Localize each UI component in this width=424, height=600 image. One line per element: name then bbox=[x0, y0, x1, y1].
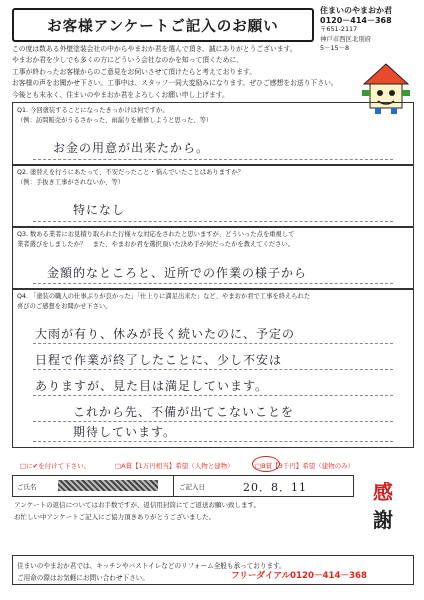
name-date-box bbox=[12, 475, 354, 497]
answer-4-line: 日程で作業が終了したことに、少し不安は bbox=[35, 353, 283, 367]
company-phone: 0120－414－368 bbox=[320, 15, 392, 25]
thanks-stamp bbox=[355, 478, 411, 534]
question-3-text bbox=[17, 230, 294, 250]
thanks-char-2: 謝 bbox=[373, 508, 393, 532]
question-1-text bbox=[17, 106, 212, 126]
contact-note: ご用命の際はお気軽にお問い合わせ下さい。 bbox=[17, 574, 149, 582]
company-address-2: 5－15－8 bbox=[320, 44, 350, 53]
answer-line bbox=[33, 369, 393, 370]
bottom-info-box bbox=[12, 555, 414, 585]
name-label: ご氏名 bbox=[17, 483, 37, 491]
question-2-box bbox=[12, 164, 414, 228]
return-note: アンケートの返信についてはお手数ですが、返信用封筒にてご返送お願い致します。 bbox=[14, 501, 260, 509]
answer-4-line: 期待しています。 bbox=[73, 425, 177, 439]
question-3-box bbox=[12, 226, 414, 290]
divider bbox=[173, 476, 174, 496]
question-2-example: （例：手抜き工事がされないか、等） bbox=[17, 179, 125, 186]
question-4-example: 喜びのご感想をお聞かせ下さい。 bbox=[17, 303, 112, 310]
date-value: 20．8．11 bbox=[243, 481, 307, 494]
question-4-title: Q4. 「塗装の職人の仕事ぶりが良かった」「仕上りに満足出来た」など、やまおか君で工事を終えられた bbox=[17, 293, 311, 300]
answer-1: お金の用意が出来たから。 bbox=[53, 141, 210, 155]
intro-line: 工事が終わったお客様からのご意見をお伺いさせて頂けたらと考えております。 bbox=[12, 67, 257, 76]
intro-line: 今後とも末永く、住まいのやまおか君をよろしくお願い申し上げます。 bbox=[12, 90, 229, 99]
reform-note: 住まいのやまおか君では、キッチンやバストイレなどのリフォーム全般も承っております。 bbox=[17, 562, 286, 570]
company-address-1: 神戸市西区北別府 bbox=[320, 34, 372, 43]
company-postal: 〒651-2117 bbox=[320, 25, 358, 34]
question-4-text bbox=[17, 292, 310, 312]
answer-3: 金額的なところと、近所での作業の様子から bbox=[47, 266, 308, 280]
question-4-box bbox=[12, 288, 414, 448]
answer-4-line: 大雨が有り、休みが長く続いたのに、予定の bbox=[35, 327, 296, 341]
answer-4-line: これから先、不備が出てこないことを bbox=[73, 405, 295, 419]
prize-a-option[interactable]: □A賞【1万円相当】希望（人物と建物） bbox=[115, 462, 234, 470]
answer-4-line: ありますが、見た目は満足しています。 bbox=[35, 379, 269, 393]
intro-text bbox=[12, 44, 362, 101]
answer-line bbox=[33, 421, 393, 422]
answer-line bbox=[33, 343, 393, 344]
answer-2: 特になし bbox=[73, 203, 126, 217]
prize-b-option[interactable]: □B賞【3千円】希望（建物のみ） bbox=[255, 462, 355, 470]
thanks-note: お忙しい中アンケートご記入にご協力頂きありがとうございました。 bbox=[14, 513, 216, 521]
answer-line bbox=[33, 441, 393, 442]
company-name: 住まいのやまおか君 bbox=[320, 6, 392, 15]
name-redacted bbox=[58, 480, 158, 491]
date-label: ご記入日 bbox=[179, 483, 205, 491]
selection-circle bbox=[252, 456, 280, 472]
intro-line: お客様の声をお聞かせ下さい。工事中は、スタッフ一同大変励みになります。ぜひご感想をお送り下さい。 bbox=[12, 79, 338, 88]
title-banner bbox=[12, 8, 314, 42]
answer-line bbox=[33, 221, 393, 222]
intro-line: やまおか君を少しでも多くの方にどういう会社なのかを知って頂くために、 bbox=[12, 56, 244, 65]
question-1-box bbox=[12, 102, 414, 166]
page-title: お客様アンケートご記入のお願い bbox=[47, 19, 279, 35]
free-dial[interactable]: フリーダイアル0120－414－368 bbox=[231, 571, 368, 581]
question-1-title: Q1. 今回塗装することになったきっかけは何ですか。 bbox=[17, 107, 169, 114]
question-1-example: （例：訪問販売がうるさかった、雨漏りを補修しようと思った、等） bbox=[17, 117, 213, 124]
question-3-example: 業者選びをしましたか？ また、やまおか君を選択頂いた決め手が何だったかを教えてください。 bbox=[17, 241, 295, 248]
thanks-char-1: 感 bbox=[373, 480, 393, 504]
consent-text: □に✔を付けて下さい。 bbox=[20, 462, 91, 470]
question-2-text bbox=[17, 168, 244, 188]
answer-line bbox=[33, 395, 393, 396]
question-2-title: Q2. 塗替えを行うにあたって、不安だったこと・悩んでいたことはありますか？ bbox=[17, 169, 244, 176]
answer-line bbox=[33, 283, 393, 284]
question-3-title: Q3. 数ある業者にお見積り取られた行様々な対応をされたと思いますが、どういった点を重視して bbox=[17, 231, 295, 238]
answer-line bbox=[33, 159, 393, 160]
intro-line: この度は数ある外壁塗装会社の中からやまおか君を選んで頂き、誠にありがとうございます。 bbox=[12, 45, 297, 53]
